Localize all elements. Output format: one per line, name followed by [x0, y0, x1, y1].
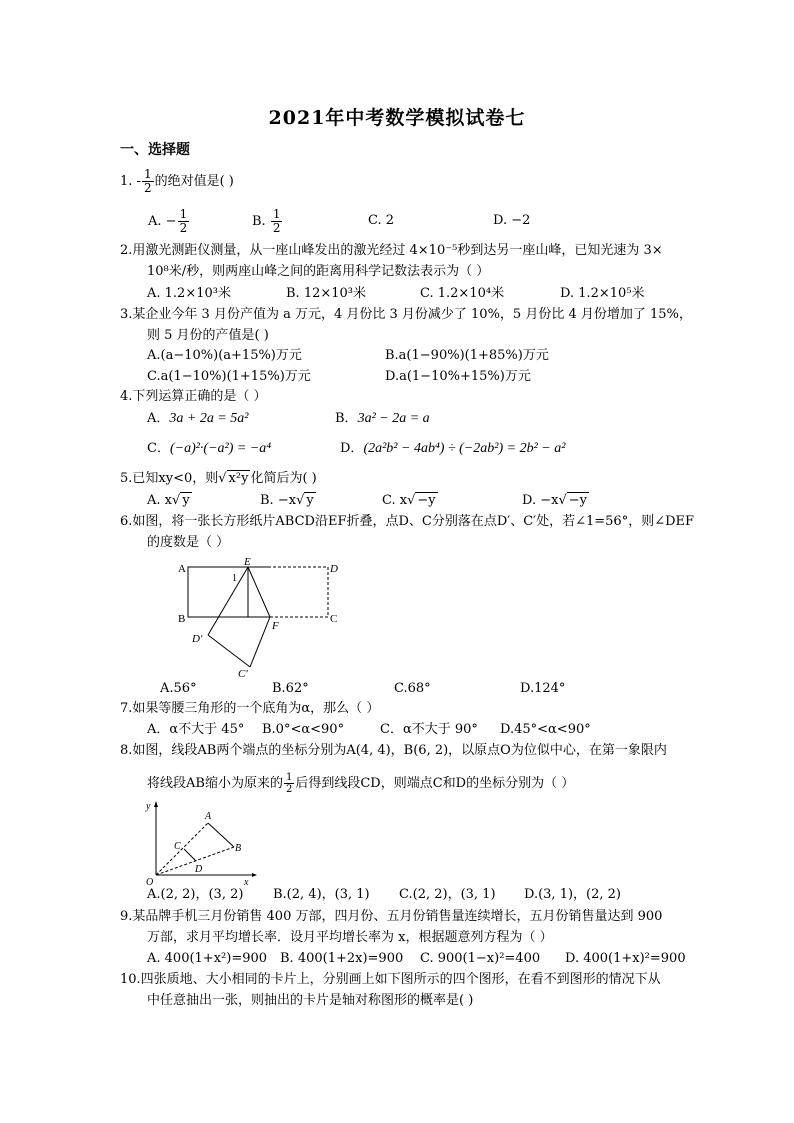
q1-opt-b-fraction [271, 208, 283, 235]
q4-opt-d-expr: (2a²b² − 4ab⁴) ÷ (−2ab²) = 2b² − a² [363, 441, 566, 456]
q5-opt-d-rad: −y [568, 493, 588, 508]
q5-option-d: D. −x√ −y [522, 493, 588, 508]
q1-opt-b-label: B. [252, 214, 266, 229]
q3-option-d: D.a(1−10%+15%)万元 [385, 369, 531, 384]
q5-opt-a-rad: y [182, 493, 190, 508]
q6-label-c-prime: C′ [238, 668, 248, 680]
q6-label-f: F [272, 620, 279, 632]
q8-line2 [147, 772, 574, 795]
q4-opt-c-expr: (−a)²·(−a²) = −a⁴ [169, 441, 272, 456]
q8-x-arrow [252, 873, 257, 877]
q6-label-c: C [330, 613, 338, 625]
q8-fraction [284, 772, 294, 795]
q5-stem-a: 5.已知xy<0，则 [120, 471, 219, 486]
q5-opt-a-label: A. [147, 493, 161, 508]
q7-option-b: B.0°<α<90° [262, 722, 345, 737]
q7-option-a: A．α不大于 45° [147, 722, 245, 737]
q8-line2-a: 将线段AB缩小为原来的 [147, 776, 283, 791]
q8-label-d: D [195, 864, 203, 875]
q9-option-b: B. 400(1+2x)=900 [280, 951, 404, 966]
q1-option-a [148, 208, 190, 235]
q5-option-c: C. x√ −y [382, 493, 436, 508]
q1-opt-b-den: 2 [272, 221, 281, 235]
q5-opt-c-rad: −y [417, 493, 436, 508]
q6-label-1: 1 [232, 573, 237, 584]
q8-figure [140, 795, 260, 885]
q8-option-a: A.(2, 2)，(3, 2) [147, 887, 244, 902]
q4-option-d [340, 441, 565, 457]
q4-option-a [147, 411, 248, 427]
q8-label-y: y [146, 801, 151, 812]
q10-line1: 10.四张质地、大小相同的卡片上，分别画上如下图所示的四个图形，在看不到图形的情况下从 [120, 972, 661, 987]
q6-figure [170, 555, 350, 680]
q1-stem [120, 168, 234, 195]
q5-stem-b: 化简后为( ) [250, 471, 317, 486]
q4-opt-c-label: C． [147, 441, 170, 456]
q8-label-a: A [205, 811, 212, 822]
q5-opt-a-coef: x [164, 493, 173, 508]
q2-option-c: C. 1.2×10⁴米 [420, 286, 505, 301]
q2-option-d: D. 1.2×10⁵米 [560, 286, 645, 301]
q5-opt-b-label: B. [260, 493, 274, 508]
q6-option-d: D.124° [520, 681, 566, 696]
q6-option-b: B.62° [272, 681, 309, 696]
q1-opt-a-fraction [178, 208, 190, 235]
q4-stem: 4.下列运算正确的是（ ） [120, 389, 267, 404]
q8-segment-ab [208, 823, 234, 847]
q6-option-a: A.56° [160, 681, 197, 696]
q7-stem: 7.如果等腰三角形的一个底角为α，那么（ ） [120, 701, 380, 716]
q1-opt-a-sign: − [165, 214, 177, 229]
q9-option-d: D. 400(1+x)²=900 [565, 951, 686, 966]
q5-option-b: B. −x√ y [260, 493, 314, 508]
q5-stem: 5.已知xy<0，则√ x²y 化简后为( ) [120, 471, 317, 486]
q6-line1: 6.如图，将一张长方形纸片ABCD沿EF折叠，点D、C分别落在点D′、C′处，若∠1=56°，则∠DEF [120, 514, 695, 529]
q5-opt-b-coef: −x [277, 493, 297, 508]
q9-option-c: C. 900(1−x)²=400 [420, 951, 541, 966]
q8-line1: 8.如图，线段AB两个端点的坐标分别为A(4, 4)，B(6, 2)，以原点O为位似中心，在第一象限内 [120, 743, 667, 758]
q1-opt-b-num: 1 [272, 207, 281, 221]
q1-suffix: 的绝对值是( ) [154, 174, 234, 189]
q6-rect-solid [188, 567, 248, 617]
q1-opt-a-label: A. [148, 214, 162, 229]
q8-label-c: C [174, 841, 181, 852]
q2-line2: 10⁸米/秒，则两座山峰之间的距离用科学记数法表示为（ ） [147, 264, 490, 279]
q3-option-a: A.(a−10%)(a+15%)万元 [147, 348, 302, 363]
q10-line2: 中任意抽出一张，则抽出的卡片是轴对称图形的概率是( ) [147, 993, 474, 1008]
section-heading: 一、选择题 [120, 142, 190, 158]
q8-frac-num: 1 [285, 772, 293, 783]
q8-frac-den: 2 [285, 784, 293, 795]
q8-label-o: O [146, 877, 154, 885]
q7-option-d: D.45°<α<90° [500, 722, 591, 737]
q5-opt-d-label: D. [522, 493, 537, 508]
q8-y-arrow [154, 801, 158, 807]
q8-line2-b: 后得到线段CD，则端点C和D的坐标分别为（ ） [295, 776, 575, 791]
q3-option-c: C.a(1−10%)(1+15%)万元 [147, 369, 311, 384]
page-title: 2021年中考数学模拟试卷七 [268, 107, 526, 129]
q9-line1: 9.某品牌手机三月份销售 400 万部，四月份、五月份销售量连续增长，五月份销售量达到 900 [120, 909, 663, 924]
q6-label-b: B [178, 613, 186, 625]
q5-opt-d-coef: −x [540, 493, 559, 508]
q8-option-c: C.(2, 2)，(3, 1) [399, 887, 496, 902]
q2-option-b: B. 12×10³米 [286, 286, 367, 301]
q1-option-d: D. −2 [493, 213, 531, 228]
q6-option-c: C.68° [394, 681, 431, 696]
q5-option-a: A. x√ y [147, 493, 190, 508]
q3-line2: 则 5 月份的产值是( ) [147, 328, 269, 343]
q1-opt-a-num: 1 [179, 207, 188, 221]
q6-c-prime-f [250, 617, 270, 667]
q1-opt-a-den: 2 [179, 221, 188, 235]
q4-opt-a-label: A． [147, 411, 170, 426]
q2-line1: 2.用激光测距仪测量，从一座山峰发出的激光经过 4×10⁻⁵秒到达另一座山峰，已知光速为 3× [120, 243, 663, 258]
q6-d-prime-c-prime [208, 635, 250, 667]
q1-sign: - [136, 174, 141, 189]
q4-opt-b-label: B． [335, 411, 358, 426]
q9-option-a: A. 400(1+x²)=900 [147, 951, 268, 966]
q4-opt-a-expr: 3a + 2a = 5a² [169, 411, 249, 426]
q8-label-b: B [235, 843, 242, 854]
q6-label-d: D [330, 563, 338, 575]
q1-option-b [252, 208, 283, 235]
q8-segment-cd [184, 849, 196, 861]
q1-number: 1. [120, 174, 133, 189]
q8-label-x: x [244, 877, 249, 885]
q1-option-c: C. 2 [368, 213, 395, 228]
q2-option-a: A. 1.2×10³米 [147, 286, 231, 301]
q5-radicand: x²y [228, 471, 249, 486]
q6-fold-ef [248, 567, 270, 617]
q7-option-c: C．α不大于 90° [380, 722, 478, 737]
q1-fraction [142, 168, 154, 195]
q4-option-c [147, 441, 271, 457]
q6-label-e: E [244, 556, 251, 568]
q3-line1: 3.某企业今年 3 月份产值为 a 万元，4 月份比 3 月份减少了 10%，5 月份比 4 月份增加了 15%， [120, 307, 692, 322]
q3-option-b: B.a(1−90%)(1+85%)万元 [385, 348, 549, 363]
q4-opt-b-expr: 3a² − 2a = a [357, 411, 430, 426]
q9-line2: 万部，求月平均增长率．设月平均增长率为 x，根据题意列方程为（ ） [147, 930, 553, 945]
q1-frac-den: 2 [143, 181, 152, 195]
q6-ed-prime [208, 567, 248, 635]
q6-label-d-prime: D′ [192, 633, 203, 645]
q1-frac-num: 1 [143, 167, 152, 181]
q4-option-b [335, 411, 430, 427]
q6-line2: 的度数是（ ） [147, 535, 230, 550]
q5-opt-c-label: C. [382, 493, 396, 508]
q8-option-b: B.(2, 4)，(3, 1) [273, 887, 370, 902]
q5-opt-c-coef: x [399, 493, 408, 508]
q6-label-a: A [178, 563, 186, 575]
q8-option-d: D.(3, 1)，(2, 2) [524, 887, 621, 902]
q5-opt-b-rad: y [306, 493, 314, 508]
q4-opt-d-label: D． [340, 441, 364, 456]
